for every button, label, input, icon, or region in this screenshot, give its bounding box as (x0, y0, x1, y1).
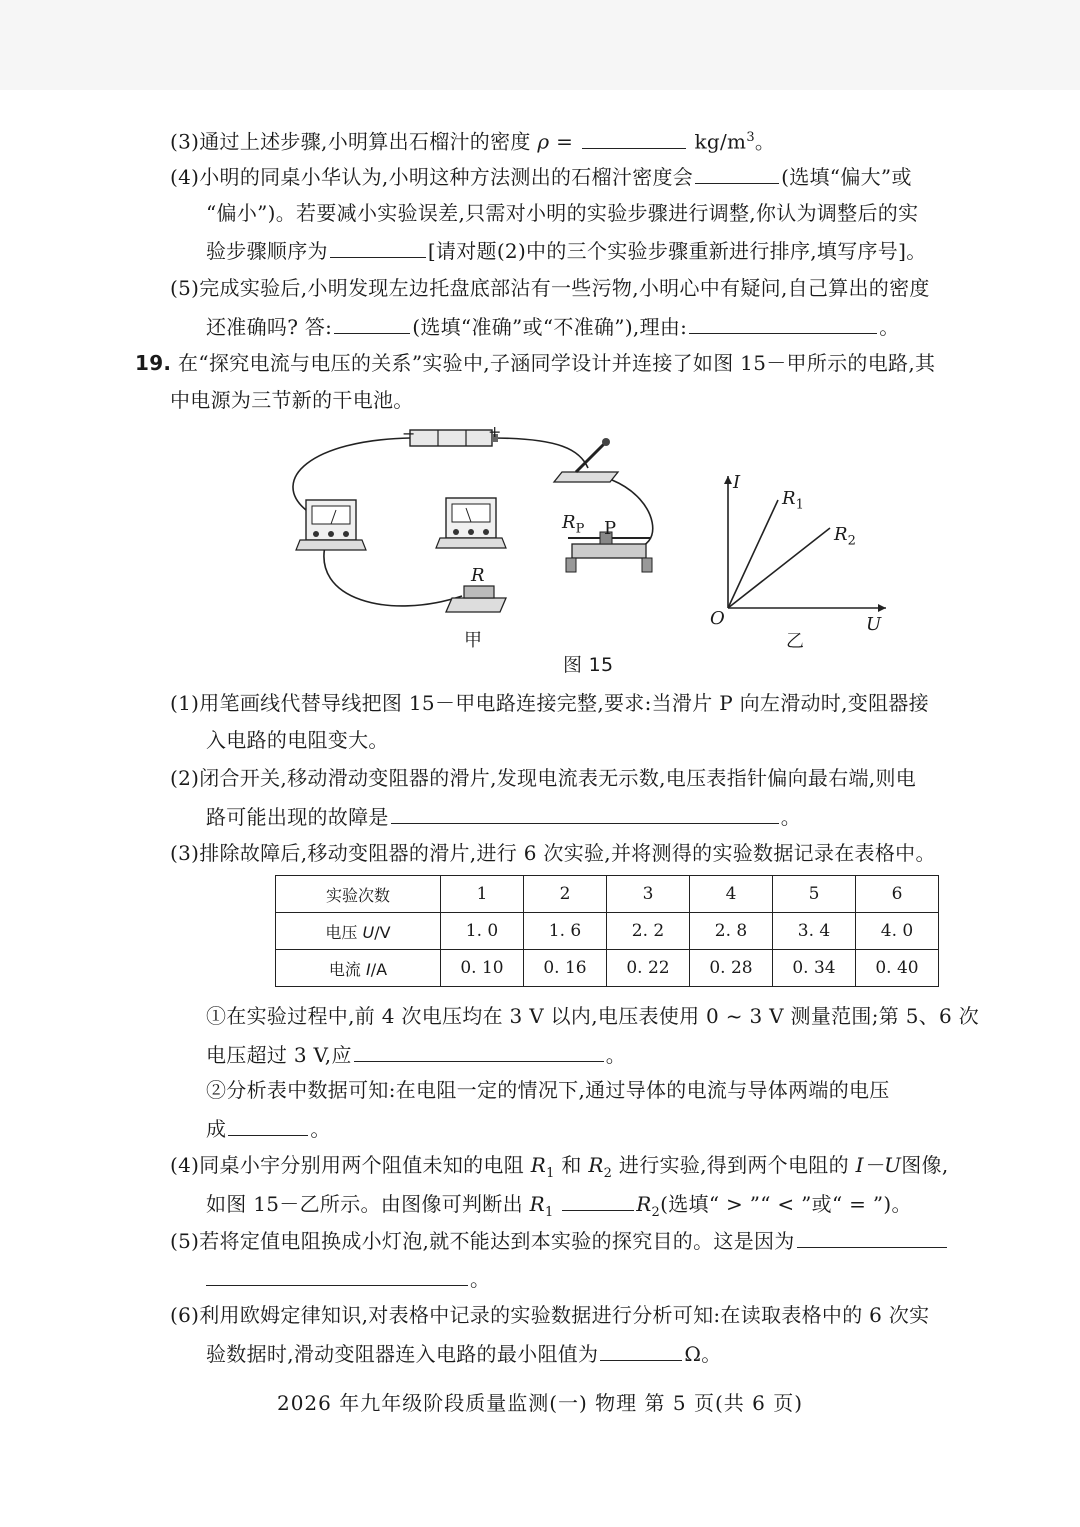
graph-r2-label: $R_2$ (834, 524, 856, 549)
q19-part3-line1: (3)排除故障后,移动变阻器的滑片,进行 6 次实验,并将测得的实验数据记录在表格中。 (170, 841, 936, 865)
answer-blank[interactable] (582, 128, 686, 149)
q19-sub1-line2: 电压超过 3 V,应 。 (206, 1043, 627, 1067)
x-axis-arrow (878, 604, 886, 612)
resistor-icon (446, 586, 506, 612)
table-cell: 0. 16 (524, 950, 607, 987)
q18-part3: (3)通过上述步骤,小明算出石榴汁的密度 $\rho = kg/m^3$。 (170, 129, 776, 154)
figure-yi-label: 乙 (786, 631, 804, 652)
q18-part4-line3: 验步骤顺序为 [请对题(2)中的三个实验步骤重新进行排序,填写序号]。 (206, 239, 927, 263)
table-cell: 3. 4 (773, 913, 856, 950)
table-cell: 4. 0 (856, 913, 939, 950)
wire (492, 438, 588, 468)
ammeter-icon (296, 500, 366, 550)
figure-jia-label: 甲 (464, 630, 482, 651)
resistor-label: R (471, 565, 485, 586)
q19-intro-line1: 19. 在“探究电流与电压的关系”实验中,子涵同学设计并连接了如图 15－甲所示的电路,其 (135, 351, 936, 375)
table-row-trials (276, 876, 939, 913)
graph-y-label: I (733, 472, 741, 493)
table-cell: 2. 8 (690, 913, 773, 950)
answer-blank[interactable] (689, 313, 877, 334)
table-header-cell: 电压 U/V (276, 913, 441, 950)
q19-part6-line2: 验数据时,滑动变阻器连入电路的最小阻值为 Ω。 (206, 1342, 722, 1366)
table-header-cell: 实验次数 (276, 876, 441, 913)
battery-plus-label: + (488, 422, 502, 441)
y-axis-arrow (724, 476, 732, 484)
table-cell: 1 (441, 876, 524, 913)
table-cell: 4 (690, 876, 773, 913)
q18-part4-line2: “偏小”)。若要减小实验误差,只需对小明的实验步骤进行调整,你认为调整后的实 (206, 201, 919, 225)
answer-blank[interactable] (228, 1115, 308, 1136)
answer-blank[interactable] (354, 1041, 604, 1062)
q19-part6-line1: (6)利用欧姆定律知识,对表格中记录的实验数据进行分析可知:在读取表格中的 6 次实 (170, 1303, 930, 1327)
table-row-voltage (276, 913, 939, 950)
line-r1 (728, 500, 778, 608)
graph-x-label: U (866, 614, 882, 635)
table-cell: 0. 10 (441, 950, 524, 987)
q19-part2-line1: (2)闭合开关,移动滑动变阻器的滑片,发现电流表无示数,电压表指针偏向最右端,则电 (170, 766, 917, 790)
q19-part2-line2: 路可能出现的故障是 。 (206, 805, 802, 829)
answer-blank[interactable] (330, 237, 426, 258)
q19-part1-line2: 入电路的电阻变大。 (206, 728, 389, 752)
wire (324, 542, 462, 606)
table-cell: 3 (607, 876, 690, 913)
data-table (275, 875, 939, 987)
answer-blank[interactable] (562, 1190, 634, 1211)
q19-part1-line1: (1)用笔画线代替导线把图 15－甲电路连接完整,要求:当滑片 P 向左滑动时,变阻器接 (170, 691, 929, 715)
voltmeter-icon (436, 498, 506, 548)
answer-blank[interactable] (797, 1227, 947, 1248)
circuit-diagram (270, 420, 680, 650)
q19-sub2-line1: ②分析表中数据可知:在电阻一定的情况下,通过导体的电流与导体两端的电压 (206, 1078, 890, 1102)
table-cell: 2. 2 (607, 913, 690, 950)
switch-icon (554, 438, 618, 482)
q19-part5-line1: (5)若将定值电阻换成小灯泡,就不能达到本实验的探究目的。这是因为 (170, 1227, 949, 1254)
answer-blank[interactable] (600, 1340, 682, 1361)
table-cell: 2 (524, 876, 607, 913)
slider-label: P (604, 518, 617, 539)
table-row-current (276, 950, 939, 987)
table-cell: 1. 0 (441, 913, 524, 950)
graph-origin-label: O (710, 608, 725, 629)
page-footer: 2026 年九年级阶段质量监测(一) 物理 第 5 页(共 6 页) (276, 1391, 804, 1415)
question-number: 19. (135, 351, 172, 375)
battery-minus-label: − (402, 424, 416, 443)
q19-part5-line2: 。 (206, 1265, 490, 1292)
line-r2 (728, 528, 830, 608)
table-cell: 0. 40 (856, 950, 939, 987)
battery-icon (410, 430, 498, 446)
answer-blank[interactable] (334, 313, 410, 334)
q18-part5-line1: (5)完成实验后,小明发现左边托盘底部沾有一些污物,小明心中有疑问,自己算出的密度 (170, 276, 930, 300)
q18-part5-line2: 还准确吗? 答: (选填“准确”或“不准确”),理由: 。 (206, 315, 900, 339)
q19-part4-line2: 如图 15－乙所示。由图像可判断出 $R_1$ $R_2$(选填“ > ”“ < ”或“ = ”)。 (206, 1192, 912, 1220)
table-cell: 1. 6 (524, 913, 607, 950)
answer-blank[interactable] (391, 803, 779, 824)
table-cell: 0. 34 (773, 950, 856, 987)
answer-blank[interactable] (206, 1265, 468, 1286)
wire (293, 438, 410, 510)
q19-intro-line2: 中电源为三节新的干电池。 (170, 388, 414, 412)
answer-blank[interactable] (695, 163, 779, 184)
figure-caption: 图 15 (563, 654, 614, 676)
q19-sub1-line1: ①在实验过程中,前 4 次电压均在 3 V 以内,电压表使用 0 ~ 3 V 测量范围;第 5、6 次 (206, 1004, 980, 1028)
table-cell: 5 (773, 876, 856, 913)
table-header-cell: 电流 I/A (276, 950, 441, 987)
q18-part4-line1: (4)小明的同桌小华认为,小明这种方法测出的石榴汁密度会 (选填“偏大”或 (170, 165, 912, 189)
q19-part4-line1: (4)同桌小宇分别用两个阻值未知的电阻 $R_1$ 和 $R_2$ 进行实验,得到两个电阻的 I－U图像, (170, 1153, 949, 1181)
table-cell: 0. 28 (690, 950, 773, 987)
graph-r1-label: $R_1$ (782, 488, 804, 513)
table-cell: 6 (856, 876, 939, 913)
table-cell: 0. 22 (607, 950, 690, 987)
rheostat-label: $R_P$ (562, 512, 585, 537)
q19-sub2-line2: 成 。 (206, 1117, 331, 1141)
